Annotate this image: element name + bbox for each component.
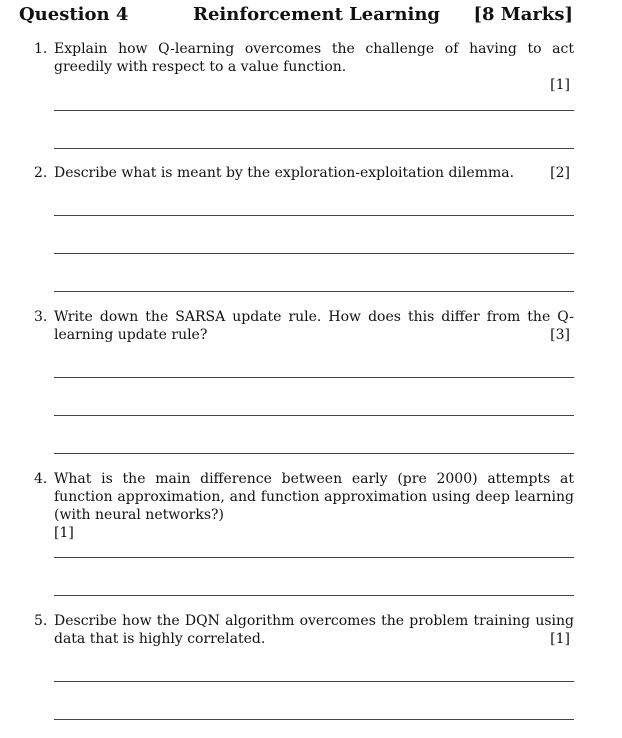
question-2-text: Describe what is meant by the exploration-exploitation dilemma. [54, 165, 515, 181]
question-5-number: 5. [34, 613, 48, 629]
question-5-text: Describe how the DQN algorithm overcomes the problem training using data that is highly correlated. [54, 613, 574, 647]
question-1-number: 1. [34, 41, 48, 57]
answer-line[interactable] [54, 595, 574, 596]
answer-line[interactable] [54, 377, 574, 378]
answer-line[interactable] [54, 557, 574, 558]
question-3 [34, 308, 574, 344]
question-1-text: Explain how Q-learning overcomes the challenge of having to act greedily with respect to a value function. [54, 41, 574, 75]
question-5-marks: [1] [550, 631, 570, 647]
answer-line[interactable] [54, 253, 574, 254]
answer-line[interactable] [54, 215, 574, 216]
question-1 [34, 40, 574, 94]
answer-line[interactable] [54, 415, 574, 416]
question-4-text: What is the main difference between early (pre 2000) attempts at function approximation, and function approximation using deep learning (with neural networks?) [54, 471, 574, 523]
answer-line[interactable] [54, 453, 574, 454]
question-header [19, 4, 573, 26]
question-4-marks: [1] [54, 525, 74, 541]
answer-line[interactable] [54, 110, 574, 111]
answer-line[interactable] [54, 719, 574, 720]
question-2-marks: [2] [550, 165, 570, 181]
topic-title: Reinforcement Learning [193, 4, 440, 25]
question-number-title: Question 4 [19, 4, 129, 25]
question-3-number: 3. [34, 309, 48, 325]
question-2 [34, 164, 574, 182]
question-5 [34, 612, 574, 648]
question-4-number: 4. [34, 471, 48, 487]
total-marks: [8 Marks] [473, 4, 573, 25]
answer-line[interactable] [54, 291, 574, 292]
question-2-number: 2. [34, 165, 48, 181]
question-4 [34, 470, 574, 542]
question-1-marks: [1] [550, 77, 570, 93]
answer-line[interactable] [54, 681, 574, 682]
question-3-marks: [3] [550, 327, 570, 343]
question-3-text: Write down the SARSA update rule. How does this differ from the Q-learning update rule? [54, 309, 574, 343]
answer-line[interactable] [54, 148, 574, 149]
